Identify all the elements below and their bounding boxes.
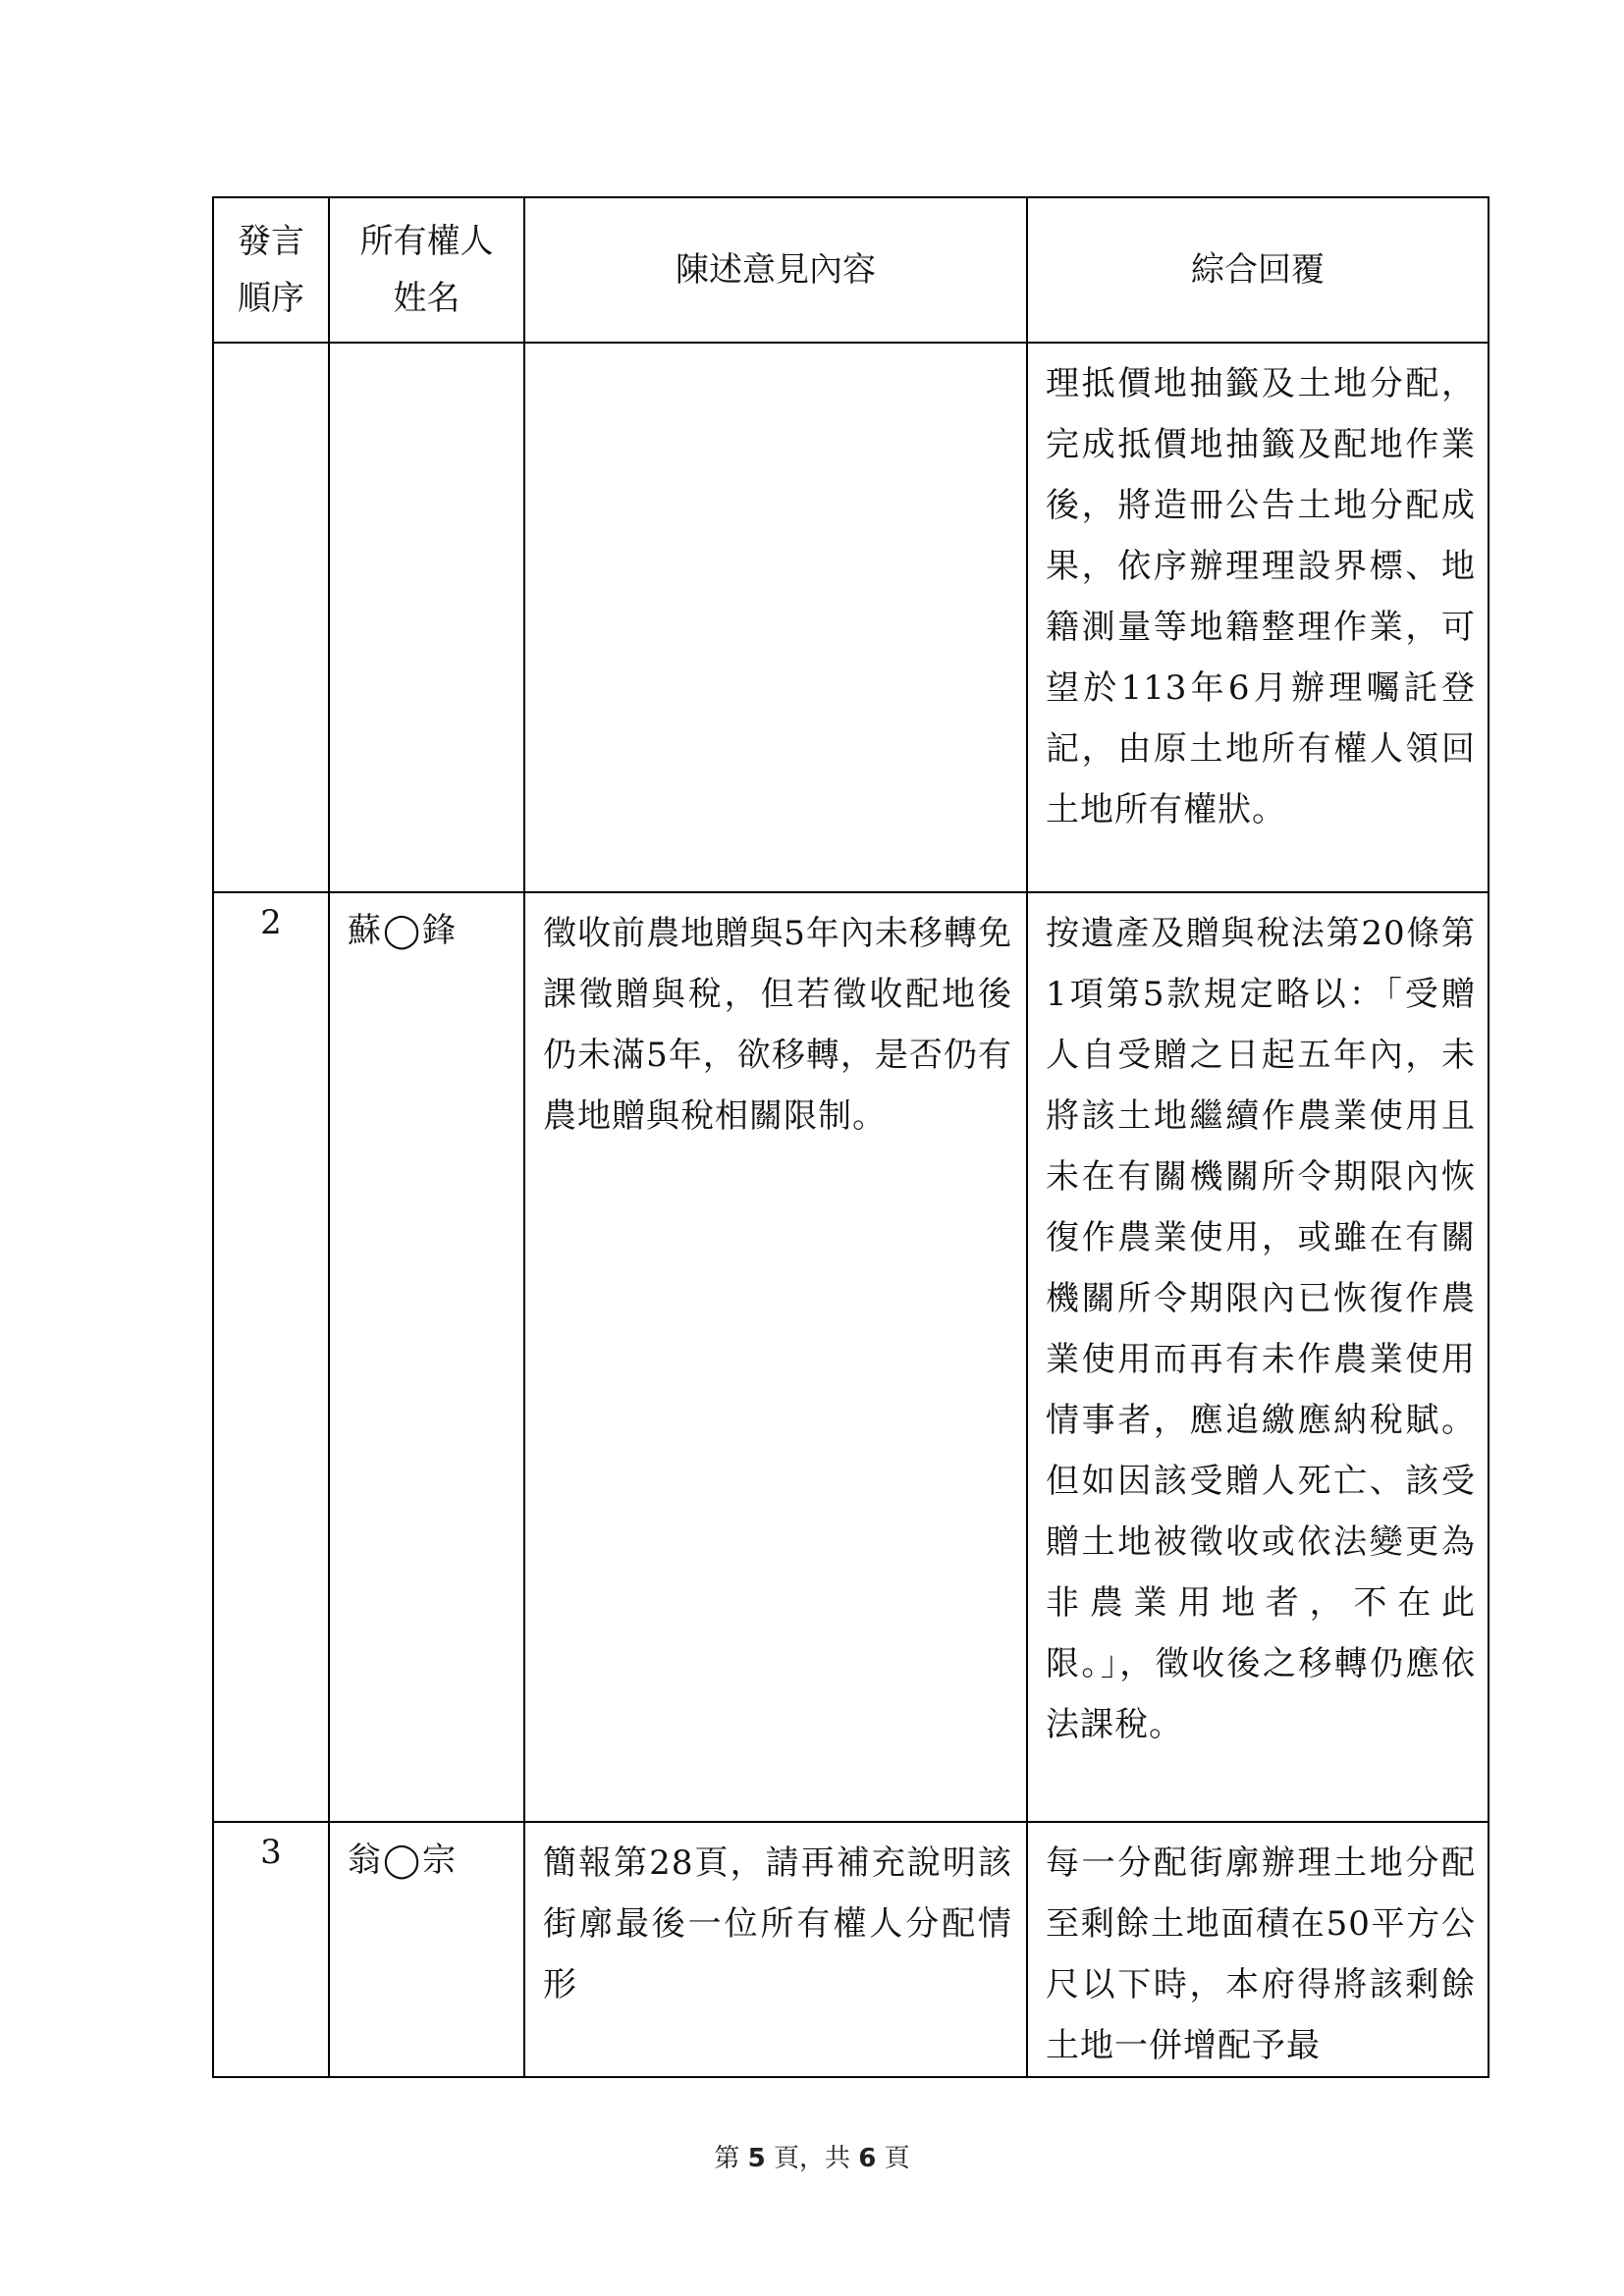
header-row: [213, 197, 1489, 343]
header-owner: [329, 197, 524, 343]
header-owner-line2: 姓名: [393, 279, 460, 318]
cell-owner-name: 蘇◯鋒: [329, 892, 524, 1822]
header-content: 陳述意見內容: [524, 197, 1027, 343]
header-order-line1: 發言: [238, 222, 304, 261]
footer-page-number: 5: [747, 2144, 766, 2173]
footer-middle: 頁，共: [765, 2144, 859, 2173]
cell-statement: [524, 1822, 1027, 2077]
cell-order: 3: [213, 1822, 329, 2077]
cell-order: 2: [213, 892, 329, 1822]
table-row: [213, 892, 1489, 1822]
cell-owner-name: [329, 343, 524, 892]
header-reply: 綜合回覆: [1027, 197, 1489, 343]
cell-reply: [1027, 1822, 1489, 2077]
cell-statement: [524, 892, 1027, 1822]
reply-text: 理抵價地抽籤及土地分配，完成抵價地抽籤及配地作業後，將造冊公告土地分配成果，依序辦理理設界標、地籍測量等地籍整理作業，可望於113年6月辦理囑託登記，由原土地所有權人領回土地所有權狀。: [1046, 364, 1476, 829]
reply-text: 按遺產及贈與稅法第20條第1項第5款規定略以：「受贈人自受贈之日起五年內，未將該土地繼續作農業使用且未在有關機關所令期限內恢復作農業使用，或雖在有關機關所令期限內已恢復作農業使用而再有未作農業使用情事者，應追繳應納稅賦。但如因該受贈人死亡、該受贈土地被徵收或依法變更為非農業用地者，不在此限。」，徵收後之移轉仍應依法課稅。: [1046, 914, 1476, 1744]
header-owner-line1: 所有權人: [359, 222, 494, 261]
cell-owner-name: 翁◯宗: [329, 1822, 524, 2077]
statement-text: 簡報第28頁，請再補充說明該街廓最後一位所有權人分配情形: [543, 1843, 1012, 2004]
cell-statement: [524, 343, 1027, 892]
cell-reply: [1027, 892, 1489, 1822]
header-order-line2: 順序: [238, 279, 304, 318]
footer-suffix: 頁: [876, 2144, 910, 2173]
footer-page-total: 6: [858, 2144, 877, 2173]
table-row: [213, 343, 1489, 892]
page-footer: [0, 2138, 1624, 2174]
header-order: [213, 197, 329, 343]
footer-prefix: 第: [714, 2144, 748, 2173]
cell-reply: [1027, 343, 1489, 892]
cell-order: [213, 343, 329, 892]
statement-text: 徵收前農地贈與5年內未移轉免課徵贈與稅，但若徵收配地後仍未滿5年，欲移轉，是否仍有農地贈與稅相關限制。: [543, 914, 1012, 1136]
reply-text: 每一分配街廓辦理土地分配至剩餘土地面積在50平方公尺以下時，本府得將該剩餘土地一併增配予最: [1046, 1843, 1476, 2065]
statement-table: [212, 196, 1489, 2078]
table-row: [213, 1822, 1489, 2077]
